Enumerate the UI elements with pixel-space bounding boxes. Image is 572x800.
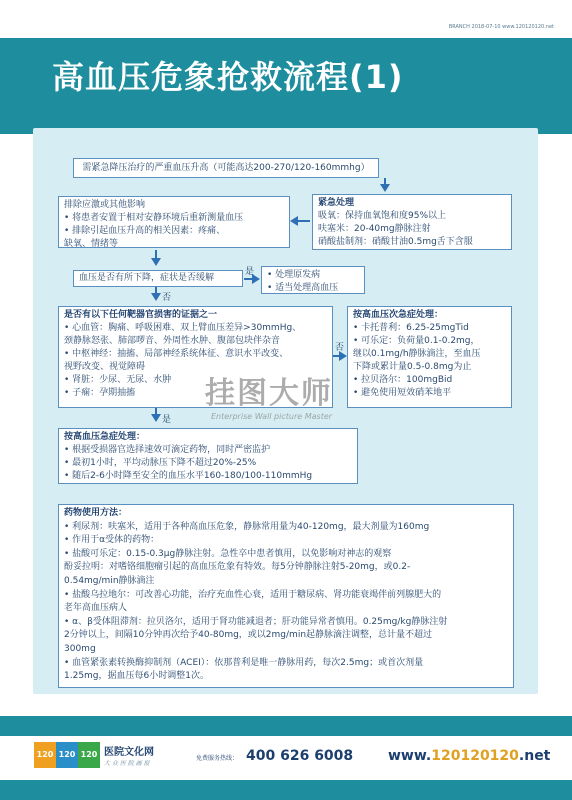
page-title <box>52 52 404 98</box>
secondary-item: • 拉贝洛尔：100mgBid <box>353 375 453 385</box>
drugs-item: 酚妥拉明：对嗜铬细胞瘤引起的高血压危象有特效。每5分钟静脉注射5-20mg，或0.2- <box>64 562 411 573</box>
watermark-en: Enterprise Wall picture Master <box>211 412 333 421</box>
drugs-item: • α、β受体阻滞剂：拉贝洛尔，适用于肾功能减退者；肝功能异常者慎用。0.25mg/kg静脉注射 <box>64 616 448 627</box>
secondary-title: 按高血压次急症处理： <box>353 310 444 320</box>
arrow-secondary-head <box>339 351 347 361</box>
arrow-q1-head <box>151 258 161 266</box>
exclude-title: 排除应激或其他影响 <box>64 200 146 210</box>
footer-brand-sub: 大 众 医 院 画 报 <box>104 760 150 767</box>
drugs-box <box>58 504 514 688</box>
yes-item: • 处理原发病 <box>267 270 321 280</box>
question1-text: 血压是否有所下降，症状是否缓解 <box>79 273 215 283</box>
drugs-item: 1.25mg，据血压每6小时调整1次。 <box>64 671 209 682</box>
arrow-step1-head <box>380 184 390 192</box>
urgent-box <box>312 194 512 250</box>
step1-text: 需紧急降压治疗的严重血压升高（可能高达200-270/120-160mmhg） <box>82 163 370 173</box>
secondary-item: • 可乐定：负荷量0.1-0.2mg， <box>353 336 480 346</box>
emergency-item: • 根据受损器官选择速效可滴定药物，同时严密监护 <box>64 445 271 455</box>
target-item: • 肾脏：少尿、无尿、水肿 <box>64 375 172 385</box>
footer-phone: 400 626 6008 <box>246 748 354 764</box>
urgent-item: 呋塞米：20-40mg静脉注射 <box>318 224 431 234</box>
yes-label-2: 是 <box>162 415 172 425</box>
footer-url-suffix: .net <box>518 748 551 764</box>
watermark-cn: 挂图大师 <box>205 376 333 411</box>
logo-block-3: 120 <box>78 742 100 768</box>
emergency-item: • 最初1小时，平均动脉压下降不超过20%-25% <box>64 458 257 468</box>
arrow-emergency-head <box>151 414 161 422</box>
step1-box <box>73 158 379 178</box>
drugs-item: 2分钟以上，间隔10分钟再次给予40-80mg，或以2mg/min起静脉滴注调整，总计量不超过 <box>64 630 433 641</box>
logo-block-1: 120 <box>34 742 56 768</box>
arrow-urgent-left-head <box>290 216 298 226</box>
urgent-title: 紧急处理 <box>318 198 355 208</box>
yes-box <box>261 266 365 294</box>
watermark <box>205 368 375 438</box>
footer-url-prefix: www. <box>388 748 432 764</box>
title-text: 高血压危象抢救流程 <box>52 58 350 96</box>
drugs-item: • 盐酸可乐定：0.15-0.3μg静脉注射。急性卒中患者慎用，以免影响对神志的观察 <box>64 548 392 559</box>
secondary-item: 下降或累计量0.5-0.8mg为止 <box>353 362 472 372</box>
urgent-item: 吸氧：保持血氧饱和度95%以上 <box>318 211 447 221</box>
drugs-item: 0.54mg/min静脉滴注 <box>64 575 155 586</box>
no-label-2: 否 <box>335 343 345 353</box>
target-item: 颈静脉怒张、肺部啰音、外周性水肿、腹部包块伴杂音 <box>64 336 281 346</box>
secondary-item: • 卡托普利：6.25-25mgTid <box>353 323 469 333</box>
yes-label: 是 <box>245 267 255 277</box>
arrow-q1-line <box>155 250 157 258</box>
drugs-item: • 血管紧张素转换酶抑制剂（ACEI）：依那普利是唯一静脉用药，每次2.5mg；或首次剂量 <box>64 657 424 668</box>
target-item: • 中枢神经：抽搐、局部神经系统体征、意识水平改变、 <box>64 349 289 359</box>
question1-box <box>73 270 243 287</box>
urgent-item: 硝酸盐制剂：硝酸甘油0.5mg舌下含服 <box>318 237 473 247</box>
drugs-title: 药物使用方法： <box>64 508 128 518</box>
footer-brand: 医院文化网 <box>104 747 154 758</box>
arrow-urgent-left-line <box>298 220 310 222</box>
footer-phone-label: 免费服务热线： <box>196 755 239 762</box>
no-label: 否 <box>162 293 172 303</box>
arrow-no-head <box>151 293 161 301</box>
drugs-item: • 作用于α受体的药物： <box>64 535 160 546</box>
drugs-item: 老年高血压病人 <box>64 603 128 614</box>
arrow-yes-head <box>252 274 260 284</box>
drugs-item: • 利尿剂：呋塞米，适用于各种高血压危象，静脉常用量为40-120mg，最大剂量为160mg <box>64 521 430 532</box>
target-title: 是否有以下任何靶器官损害的证据之一 <box>64 310 218 320</box>
footer-url <box>388 748 550 764</box>
header-band <box>0 38 572 120</box>
exclude-item: 缺氧、情绪等 <box>64 239 119 249</box>
yes-item: • 适当处理高血压 <box>267 283 339 293</box>
exclude-item: • 排除引起血压升高的相关因素：疼痛、 <box>64 226 226 236</box>
logo-block-2: 120 <box>56 742 78 768</box>
drugs-item: 300mg <box>64 643 96 654</box>
secondary-item: • 避免使用短效硝苯地平 <box>353 388 452 398</box>
target-item: • 子痫：孕期抽搐 <box>64 388 136 398</box>
exclude-item: • 将患者安置于相对安静环境后重新测量血压 <box>64 213 244 223</box>
drugs-item: • 盐酸乌拉地尔：可改善心功能，治疗充血性心衰，适用于糖尿病、肾功能衰竭伴前列腺肥大的 <box>64 589 442 600</box>
target-item: 视野改变、视觉障碍 <box>64 362 146 372</box>
target-item: • 心血管：胸痛、呼吸困难、双上臂血压差异>30mmHg、 <box>64 323 302 333</box>
footer-url-mid: 120120120 <box>431 748 519 764</box>
emergency-title: 按高血压急症处理： <box>64 432 146 442</box>
top-strip <box>0 0 572 38</box>
secondary-item: 继以0.1mg/h静脉滴注，至血压 <box>353 349 481 359</box>
emergency-item: • 随后2-6小时降至安全的血压水平160-180/100-110mmHg <box>64 471 313 481</box>
exclude-box <box>58 196 290 248</box>
title-number: (1) <box>349 58 404 96</box>
top-small-text: BRANCH 2018-07-10 www.120120120.net <box>448 24 554 30</box>
